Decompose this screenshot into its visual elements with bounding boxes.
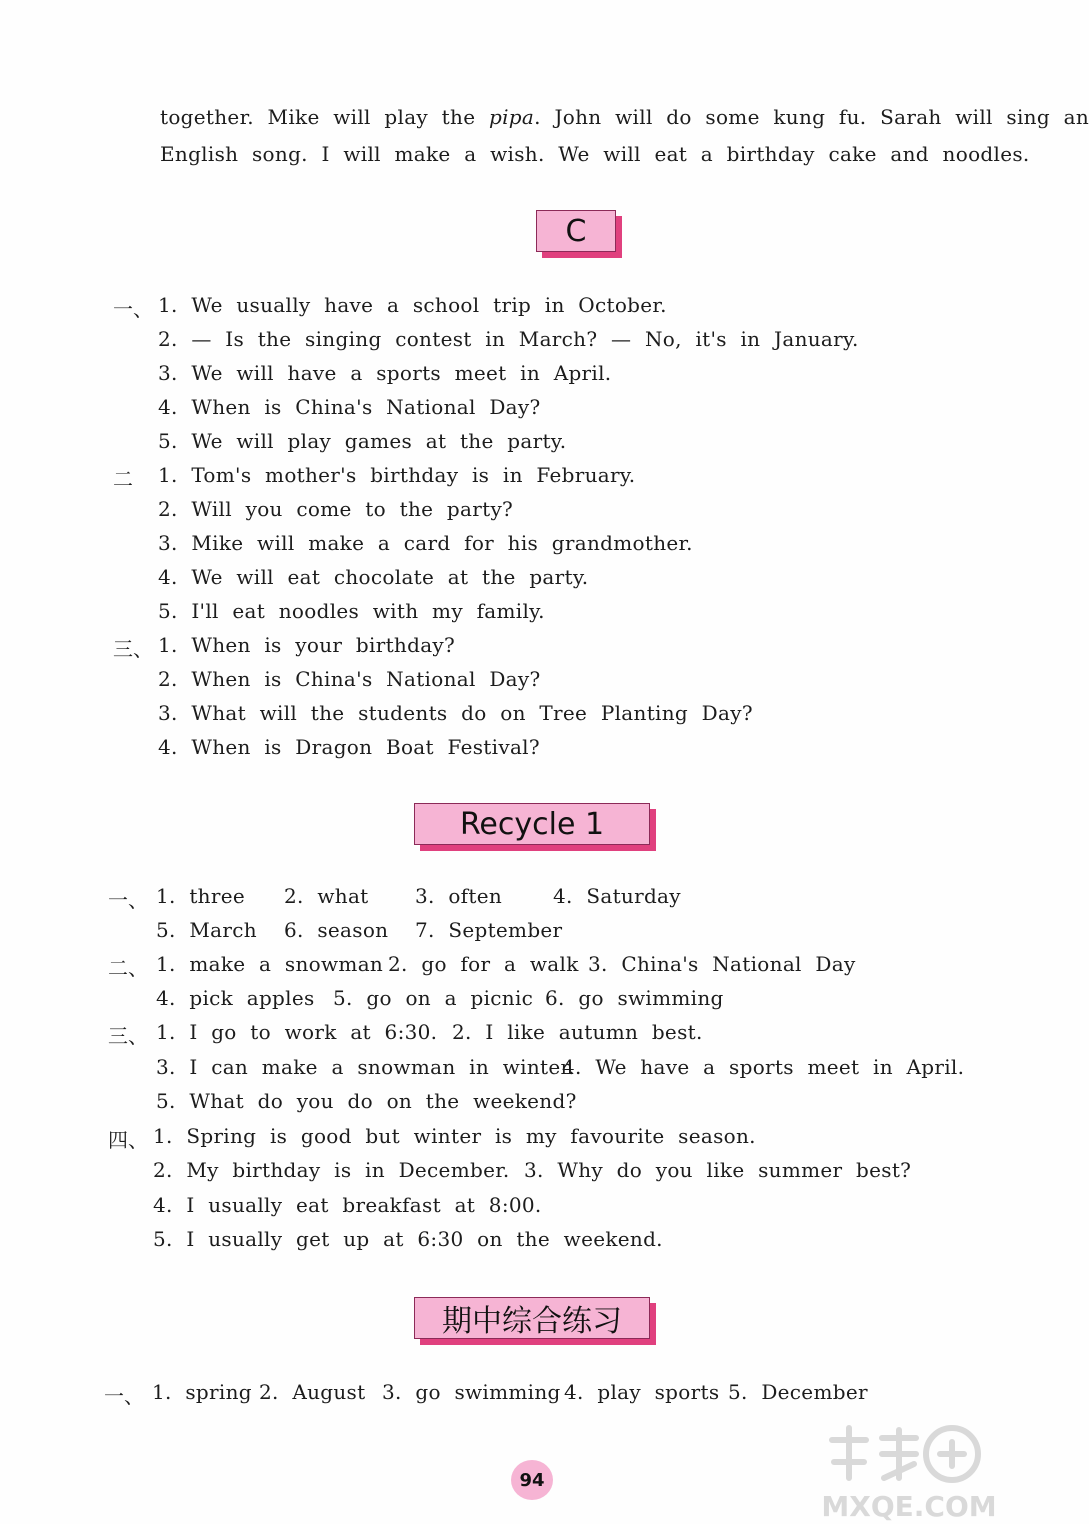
- part-label: 三、: [108, 1024, 148, 1048]
- answer-item: 4. Saturday: [553, 884, 681, 908]
- answer-line: 4. We will eat chocolate at the party.: [158, 565, 589, 589]
- italic-term: pipa: [489, 105, 535, 129]
- answer-item: 2. My birthday is in December.: [153, 1158, 510, 1182]
- answer-item: 2. I like autumn best.: [452, 1020, 703, 1044]
- answer-item: 5. What do you do on the weekend?: [156, 1089, 577, 1113]
- answer-line: 3. What will the students do on Tree Planting Day?: [158, 701, 753, 725]
- section-banner-midterm: 期中综合练习: [414, 1297, 650, 1339]
- answer-item: 3. go swimming: [382, 1380, 561, 1404]
- section-banner-c: C: [536, 210, 616, 252]
- answer-item: 1. spring: [152, 1380, 252, 1404]
- answer-item: 4. We have a sports meet in April.: [562, 1055, 965, 1079]
- answer-item: 2. go for a walk: [388, 952, 579, 976]
- answer-line: 4. When is Dragon Boat Festival?: [158, 735, 540, 759]
- answer-line: 3. We will have a sports meet in April.: [158, 361, 612, 385]
- answer-line: 4. When is China's National Day?: [158, 395, 541, 419]
- answer-item: 3. Why do you like summer best?: [524, 1158, 912, 1182]
- answer-line: 5. I'll eat noodles with my family.: [158, 599, 545, 623]
- text-line: [160, 105, 1089, 129]
- part-label: 一、: [104, 1384, 144, 1408]
- answer-item: 3. I can make a snowman in winter.: [156, 1055, 575, 1079]
- answer-line: 1. Tom's mother's birthday is in February.: [158, 463, 636, 487]
- answer-item: 2. August: [259, 1380, 366, 1404]
- answer-item: 1. three: [156, 884, 245, 908]
- answer-item: 4. play sports: [564, 1380, 720, 1404]
- answer-line: 2. — Is the singing contest in March? — No, it's in January.: [158, 327, 859, 351]
- answer-line: 3. Mike will make a card for his grandmother.: [158, 531, 693, 555]
- part-label: 二、: [108, 956, 148, 980]
- answer-item: 1. Spring is good but winter is my favourite season.: [153, 1124, 756, 1148]
- answer-item: 4. pick apples: [156, 986, 315, 1010]
- page-number: 94: [511, 1460, 553, 1500]
- watermark-logo: [821, 1420, 997, 1524]
- answer-line: 1. We usually have a school trip in October.: [158, 293, 667, 317]
- part-label: 二: [113, 467, 133, 491]
- answer-item: 6. season: [284, 918, 389, 942]
- answer-item: 5. December: [728, 1380, 868, 1404]
- part-label: 一、: [108, 888, 148, 912]
- answer-item: 6. go swimming: [545, 986, 724, 1010]
- answer-item: 7. September: [415, 918, 563, 942]
- answer-item: 5. I usually get up at 6:30 on the weekend.: [153, 1227, 663, 1251]
- answer-item: 3. China's National Day: [588, 952, 856, 976]
- answer-line: 5. We will play games at the party.: [158, 429, 567, 453]
- text-segment: . John will do some kung fu. Sarah will sing an: [534, 105, 1089, 129]
- answer-line: 2. Will you come to the party?: [158, 497, 514, 521]
- answer-item: 3. often: [415, 884, 503, 908]
- text-line: English song. I will make a wish. We will eat a birthday cake and noodles.: [160, 142, 1030, 166]
- part-label: 四、: [108, 1128, 148, 1152]
- answer-item: 5. March: [156, 918, 257, 942]
- part-label: 三、: [113, 637, 153, 661]
- answer-item: 4. I usually eat breakfast at 8:00.: [153, 1193, 542, 1217]
- section-banner-recycle: Recycle 1: [414, 803, 650, 845]
- part-label: 一、: [113, 297, 153, 321]
- answer-item: 5. go on a picnic: [333, 986, 534, 1010]
- answer-item: 1. make a snowman: [156, 952, 384, 976]
- answer-line: 2. When is China's National Day?: [158, 667, 541, 691]
- answer-line: 1. When is your birthday?: [158, 633, 456, 657]
- svg-text:MXQE.COM: MXQE.COM: [821, 1490, 997, 1523]
- answer-item: 1. I go to work at 6:30.: [156, 1020, 438, 1044]
- text-segment: together. Mike will play the: [160, 105, 489, 129]
- answer-item: 2. what: [284, 884, 369, 908]
